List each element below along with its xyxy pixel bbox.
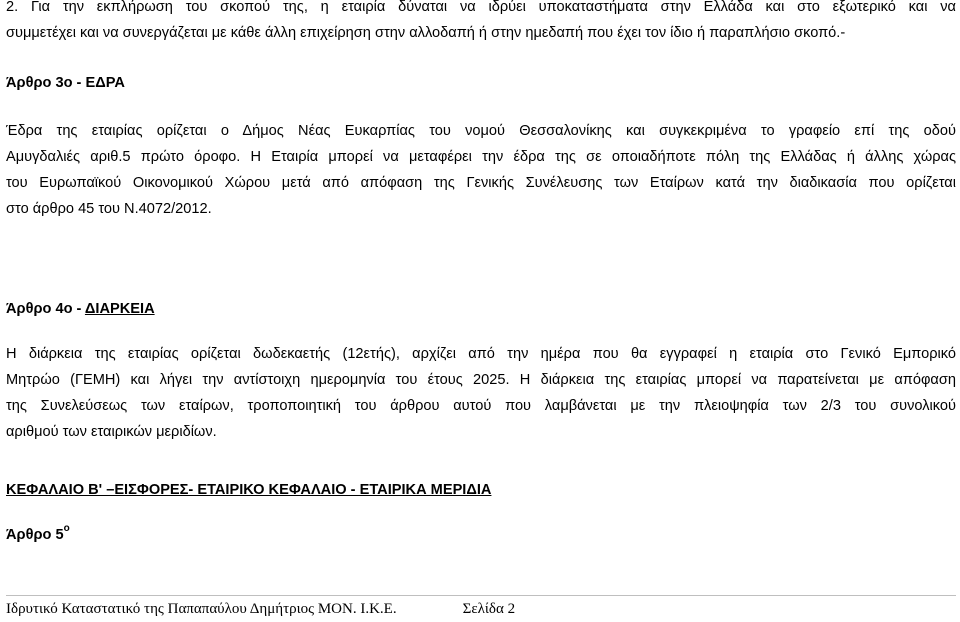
article-4-heading	[6, 296, 956, 322]
page-footer	[6, 595, 956, 622]
article-3-line-3: του Ευρωπαϊκού Οικονομικού Χώρου μετά από απόφαση της Γενικής Συνέλευσης των Εταίρων κατά την διαδικασία που ορίζεται	[6, 175, 956, 191]
article-5-heading-text: Άρθρο 5	[6, 527, 64, 543]
article-4-line-4: αριθμού των εταιρικών μεριδίων.	[6, 424, 217, 440]
article-3-line-2: Αμυγδαλιές αριθ.5 πρώτο όροφο. Η Εταιρία μπορεί να μεταφέρει την έδρα της σε οποιαδήποτε πόλη της Ελλάδας ή άλλης χώρας	[6, 149, 956, 165]
article-4-line-3: της Συνελεύσεως των εταίρων, τροποποιητική του άρθρου αυτού που λαμβάνεται με την πλειοψηφία των 2/3 του συνολικού	[6, 398, 956, 414]
chapter-heading	[6, 477, 956, 503]
article-3-heading	[6, 70, 956, 96]
article-5-heading	[6, 522, 956, 548]
article-4-heading-prefix: Άρθρο 4ο -	[6, 301, 85, 317]
article-4-line-2: Μητρώο (ΓΕΜΗ) και λήγει την αντίστοιχη ημερομηνία του έτους 2025. Η διάρκεια της εταιρίας μπορεί να παρατείνεται με απόφαση	[6, 372, 956, 388]
chapter-title: ΚΕΦΑΛΑΙΟ Β' –ΕΙΣΦΟΡΕΣ- ΕΤΑΙΡΙΚΟ ΚΕΦΑΛΑΙΟ - ΕΤΑΙΡΙΚΑ ΜΕΡΙΔΙΑ	[6, 482, 492, 498]
article-3-body	[6, 118, 956, 222]
intro-line-1: 2. Για την εκπλήρωση του σκοπού της, η εταιρία δύναται να ιδρύει υποκαταστήματα στην Ελλάδα και στο εξωτερικό και να	[6, 0, 956, 15]
article-3-line-4: στο άρθρο 45 του Ν.4072/2012.	[6, 201, 212, 217]
article-4-body	[6, 341, 956, 445]
intro-line-2: συμμετέχει και να συνεργάζεται με κάθε άλλη επιχείρηση στην αλλοδαπή ή στην ημεδαπή που έχει τον ίδιο ή παραπλήσιο σκοπό.-	[6, 25, 846, 41]
article-3-heading-prefix: Άρθρο 3ο -	[6, 75, 86, 91]
article-4-line-1: Η διάρκεια της εταιρίας ορίζεται δωδεκαετής (12ετής), αρχίζει από την ημέρα που θα εγγραφεί η εταιρία στο Γενικό Εμπορικό	[6, 346, 956, 362]
article-4-heading-title: ΔΙΑΡΚΕΙΑ	[84, 301, 155, 317]
footer-page-number: Σελίδα 2	[462, 601, 516, 617]
article-3-line-1: Έδρα της εταιρίας ορίζεται ο Δήμος Νέας Ευκαρπίας του νομού Θεσσαλονίκης και συγκεκριμένα το γραφείο επί της οδού	[6, 123, 956, 139]
footer-text: Ιδρυτικό Καταστατικό της Παπαπαύλου Δημήτριος ΜΟΝ. Ι.Κ.Ε.	[6, 601, 397, 617]
article-5-heading-sup: ο	[63, 523, 70, 534]
article-3-heading-title: ΕΔΡΑ	[85, 75, 125, 91]
intro-paragraph	[6, 0, 956, 46]
